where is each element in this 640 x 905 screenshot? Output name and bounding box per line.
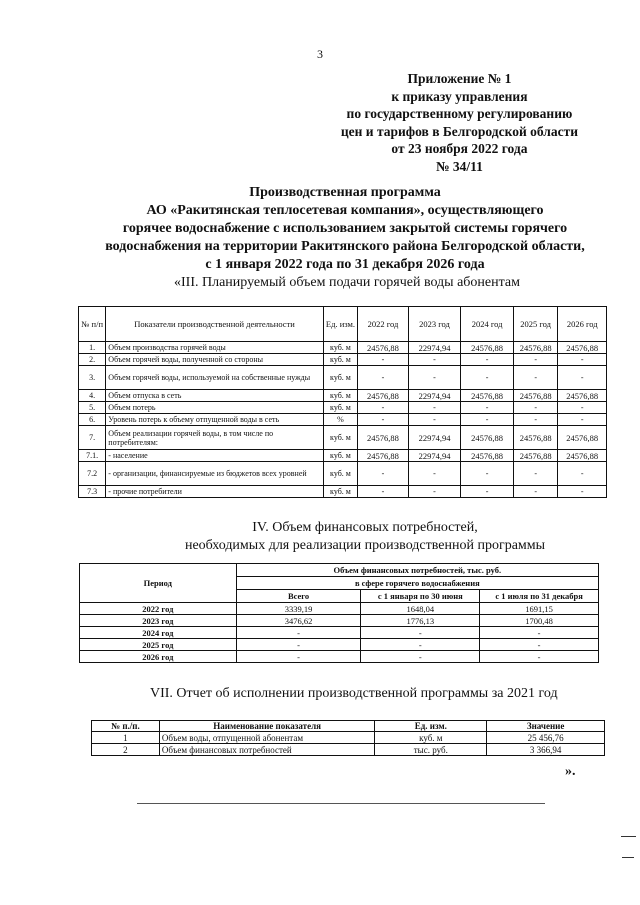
row-indicator: Объем отпуска в сеть <box>106 390 323 402</box>
table-row <box>80 615 599 627</box>
row-unit: куб. м <box>323 354 357 366</box>
col-header-number: № п/п <box>79 307 106 342</box>
col-header-indicator: Показатели производственной деятельности <box>106 307 323 342</box>
row-unit: тыс. руб. <box>375 744 487 756</box>
row-indicator: Объем горячей воды, полученной со стороны <box>106 354 323 366</box>
row-unit: куб. м <box>323 486 357 498</box>
period-cell: 2023 год <box>80 615 237 627</box>
col-header-value: Значение <box>487 721 605 732</box>
row-name: Объем воды, отпущенной абонентам <box>159 732 375 744</box>
value-2026: 24576,88 <box>558 450 607 462</box>
table-row <box>79 402 607 414</box>
value-2023: - <box>408 462 461 486</box>
bottom-divider <box>137 803 545 804</box>
value-2025: - <box>513 462 558 486</box>
value-2026: - <box>558 486 607 498</box>
value-2023: - <box>408 402 461 414</box>
page-number: 3 <box>317 47 323 61</box>
title-line: Производственная программа <box>249 185 441 200</box>
table-row <box>80 651 599 663</box>
row-indicator: Объем потерь <box>106 402 323 414</box>
row-unit: куб. м <box>323 342 357 354</box>
table-row <box>79 426 607 450</box>
title-line: водоснабжения на территории Ракитянского района Белгородской области, <box>105 239 585 254</box>
value-2024: 24576,88 <box>461 450 514 462</box>
row-unit: куб. м <box>323 390 357 402</box>
row-value: 3 366,94 <box>487 744 605 756</box>
value-2026: - <box>558 402 607 414</box>
col-header-2024: 2024 год <box>461 307 514 342</box>
value-2025: 24576,88 <box>513 342 558 354</box>
value-2024: 24576,88 <box>461 390 514 402</box>
table-row <box>79 366 607 390</box>
col-header-2023: 2023 год <box>408 307 461 342</box>
row-number: 7.1. <box>79 450 106 462</box>
value-2024: - <box>461 462 514 486</box>
section7-heading: VII. Отчет об исполнении производственной программы за 2021 год <box>150 686 558 701</box>
value-2023: - <box>408 486 461 498</box>
value-2026: - <box>558 366 607 390</box>
appendix-line: Приложение № 1 <box>407 71 512 86</box>
execution-report-table <box>91 720 605 756</box>
period-cell: 2025 год <box>80 639 237 651</box>
appendix-line: по государственному регулированию <box>346 106 573 121</box>
value-2026: 24576,88 <box>558 390 607 402</box>
value-2026: - <box>558 414 607 426</box>
h1-cell: 1648,04 <box>361 603 480 615</box>
value-2023: - <box>408 414 461 426</box>
row-indicator: Объем горячей воды, используемой на собственные нужды <box>106 366 323 390</box>
row-indicator: Объем производства горячей воды <box>106 342 323 354</box>
section4-heading-line: IV. Объем финансовых потребностей, <box>252 520 478 535</box>
value-2023: 22974,94 <box>408 342 461 354</box>
total-cell: - <box>236 651 361 663</box>
value-2026: - <box>558 354 607 366</box>
row-number: 4. <box>79 390 106 402</box>
value-2023: 22974,94 <box>408 390 461 402</box>
section4-heading-line: необходимых для реализации производственной программы <box>184 538 546 553</box>
h2-cell: - <box>480 627 599 639</box>
row-unit: куб. м <box>323 402 357 414</box>
row-number: 5. <box>79 402 106 414</box>
value-2026: 24576,88 <box>558 342 607 354</box>
value-2022: - <box>358 402 409 414</box>
table-row <box>92 732 605 744</box>
row-number: 2 <box>92 744 160 756</box>
edge-mark <box>622 857 634 858</box>
value-2022: 24576,88 <box>358 342 409 354</box>
period-cell: 2026 год <box>80 651 237 663</box>
table-row <box>79 486 607 498</box>
col-header-number: № п./п. <box>92 721 160 732</box>
row-unit: куб. м <box>323 462 357 486</box>
total-cell: 3339,19 <box>236 603 361 615</box>
h1-cell: - <box>361 627 480 639</box>
h2-cell: - <box>480 651 599 663</box>
table-row <box>80 639 599 651</box>
value-2026: - <box>558 462 607 486</box>
row-indicator: Объем реализации горячей воды, в том числе по потребителям: <box>106 426 323 450</box>
row-number: 1 <box>92 732 160 744</box>
value-2023: - <box>408 366 461 390</box>
row-number: 1. <box>79 342 106 354</box>
table-row <box>79 390 607 402</box>
col-header-2026: 2026 год <box>558 307 607 342</box>
value-2022: - <box>358 414 409 426</box>
table-row <box>80 627 599 639</box>
edge-mark <box>621 836 636 837</box>
h1-cell: 1776,13 <box>361 615 480 627</box>
row-number: 7.3 <box>79 486 106 498</box>
value-2025: 24576,88 <box>513 450 558 462</box>
h2-cell: - <box>480 639 599 651</box>
col-header-2025: 2025 год <box>513 307 558 342</box>
value-2022: 24576,88 <box>358 450 409 462</box>
value-2022: - <box>358 462 409 486</box>
value-2024: - <box>461 414 514 426</box>
value-2023: - <box>408 354 461 366</box>
value-2023: 22974,94 <box>408 450 461 462</box>
row-unit: куб. м <box>323 366 357 390</box>
value-2024: - <box>461 486 514 498</box>
appendix-line: № 34/11 <box>435 158 483 174</box>
title-line: горячее водоснабжение с использованием закрытой системы горячего <box>122 221 568 236</box>
appendix-header <box>341 70 578 175</box>
value-2024: 24576,88 <box>461 426 514 450</box>
value-2024: 24576,88 <box>461 342 514 354</box>
row-indicator: - организации, финансируемые из бюджетов всех уровней <box>106 462 323 486</box>
row-indicator: Уровень потерь к объему отпущенной воды в сеть <box>106 414 323 426</box>
value-2025: - <box>513 366 558 390</box>
value-2024: - <box>461 366 514 390</box>
period-cell: 2024 год <box>80 627 237 639</box>
h1-cell: - <box>361 639 480 651</box>
value-2022: - <box>358 354 409 366</box>
table-row <box>92 744 605 756</box>
row-unit: куб. м <box>375 732 487 744</box>
col-header-unit: Ед. изм. <box>323 307 357 342</box>
hot-water-supply-table <box>78 306 607 498</box>
table-row <box>79 450 607 462</box>
period-header: Период <box>80 564 237 603</box>
col-header-2022: 2022 год <box>358 307 409 342</box>
col-header-name: Наименование показателя <box>159 721 375 732</box>
value-2025: - <box>513 354 558 366</box>
table-row <box>79 462 607 486</box>
section4-heading <box>0 519 640 555</box>
value-2022: 24576,88 <box>358 426 409 450</box>
title-line: АО «Ракитянская теплосетевая компания», осуществляющего <box>146 203 544 218</box>
appendix-line: от 23 ноября 2022 года <box>391 141 528 156</box>
table-row <box>79 354 607 366</box>
total-cell: - <box>236 627 361 639</box>
appendix-line: цен и тарифов в Белгородской области <box>340 123 578 139</box>
row-unit: куб. м <box>323 426 357 450</box>
value-2025: - <box>513 402 558 414</box>
value-2025: 24576,88 <box>513 390 558 402</box>
h2-cell: 1691,15 <box>480 603 599 615</box>
sub-header: в сфере горячего водоснабжения <box>236 577 598 590</box>
value-2026: 24576,88 <box>558 426 607 450</box>
value-2022: - <box>358 366 409 390</box>
total-cell: 3476,62 <box>236 615 361 627</box>
title-line: с 1 января 2022 года по 31 декабря 2026 года <box>205 257 485 272</box>
table-row <box>79 414 607 426</box>
value-2022: - <box>358 486 409 498</box>
appendix-line: к приказу управления <box>391 88 528 104</box>
col-header-total: Всего <box>236 590 361 603</box>
row-value: 25 456,76 <box>487 732 605 744</box>
table-row <box>80 603 599 615</box>
row-number: 3. <box>79 366 106 390</box>
row-number: 6. <box>79 414 106 426</box>
row-number: 2. <box>79 354 106 366</box>
value-2022: 24576,88 <box>358 390 409 402</box>
value-2023: 22974,94 <box>408 426 461 450</box>
col-header-unit: Ед. изм. <box>375 721 487 732</box>
row-indicator: - прочие потребители <box>106 486 323 498</box>
group-header: Объем финансовых потребностей, тыс. руб. <box>236 564 598 577</box>
row-name: Объем финансовых потребностей <box>159 744 375 756</box>
value-2025: - <box>513 486 558 498</box>
section3-heading: «III. Планируемый объем подачи горячей воды абонентам <box>174 275 520 290</box>
value-2024: - <box>461 402 514 414</box>
closing-quote: ». <box>565 764 576 779</box>
h2-cell: 1700,48 <box>480 615 599 627</box>
row-unit: % <box>323 414 357 426</box>
value-2024: - <box>461 354 514 366</box>
row-indicator: - население <box>106 450 323 462</box>
value-2025: - <box>513 414 558 426</box>
row-number: 7.2 <box>79 462 106 486</box>
table-row <box>79 342 607 354</box>
h1-cell: - <box>361 651 480 663</box>
total-cell: - <box>236 639 361 651</box>
period-cell: 2022 год <box>80 603 237 615</box>
col-header-h1: с 1 января по 30 июня <box>361 590 480 603</box>
financial-needs-table <box>79 563 599 663</box>
value-2025: 24576,88 <box>513 426 558 450</box>
row-number: 7. <box>79 426 106 450</box>
document-title <box>0 184 640 274</box>
col-header-h2: с 1 июля по 31 декабря <box>480 590 599 603</box>
row-unit: куб. м <box>323 450 357 462</box>
